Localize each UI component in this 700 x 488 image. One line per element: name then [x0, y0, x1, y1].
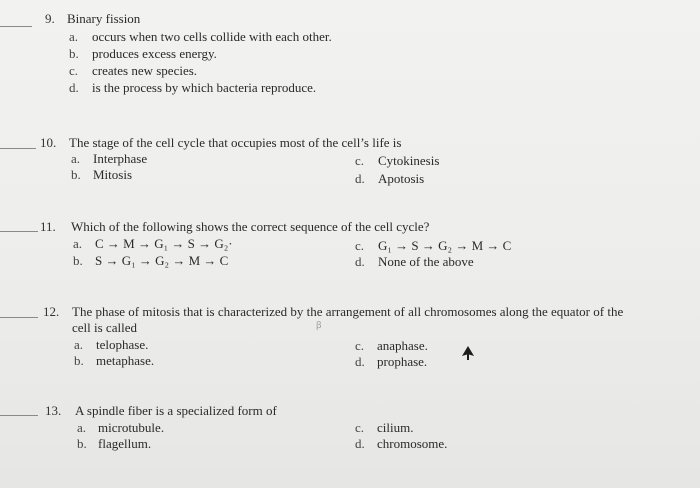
question-10-option-d-letter: d. — [355, 171, 365, 186]
question-10-number: 10. — [40, 135, 57, 150]
question-10-option-c-letter: c. — [355, 153, 365, 168]
question-9-option-d-letter: d. — [69, 80, 79, 95]
question-10-option-c-text: Cytokinesis — [378, 153, 440, 168]
question-9-option-a-letter: a. — [69, 29, 79, 44]
question-12-option-a-text: telophase. — [96, 337, 149, 352]
question-9-number: 9. — [45, 11, 55, 26]
question-12-option-b-letter: b. — [74, 353, 84, 368]
question-12-option-d-letter: d. — [355, 354, 365, 369]
question-13-option-b-text: flagellum. — [98, 436, 152, 451]
question-11-option-c-text: G₁ → S → G₂ → M → C — [378, 238, 512, 253]
question-11-option-c-letter: c. — [355, 238, 365, 253]
question-9-option-b-letter: b. — [69, 46, 79, 61]
question-10-option-b-text: Mitosis — [93, 167, 133, 182]
question-13-option-a-text: microtubule. — [98, 420, 165, 435]
question-9-option-d-text: is the process by which bacteria reproduce. — [92, 80, 317, 95]
question-11-stem: Which of the following shows the correct sequence of the cell cycle? — [71, 219, 430, 234]
question-11-option-d-text: None of the above — [378, 254, 474, 269]
mouse-pointer-icon — [462, 346, 474, 360]
question-9-option-c-text: creates new species. — [92, 63, 198, 78]
answer-blank-13[interactable] — [0, 415, 38, 416]
question-9-option-b-text: produces excess energy. — [92, 46, 217, 61]
question-12-stem: The phase of mitosis that is characterized by the arrangement of all chromosomes along the equator of the — [72, 304, 624, 319]
question-13-option-c-text: cilium. — [377, 420, 414, 435]
question-13-option-c-letter: c. — [355, 420, 365, 435]
question-12-option-d-text: prophase. — [377, 354, 428, 369]
question-12-option-b-text: metaphase. — [96, 353, 155, 368]
question-13-option-b-letter: b. — [77, 436, 87, 451]
question-10-option-a-letter: a. — [71, 151, 81, 166]
question-11-number: 11. — [40, 219, 56, 234]
smudge-mark-icon: ꞵ — [316, 320, 322, 330]
question-13-number: 13. — [45, 403, 62, 418]
question-11-option-d-letter: d. — [355, 254, 365, 269]
question-12-option-c-letter: c. — [355, 338, 365, 353]
answer-blank-11[interactable] — [0, 231, 38, 232]
question-10-stem: The stage of the cell cycle that occupies most of the cell’s life is — [69, 135, 402, 150]
answer-blank-12[interactable] — [0, 317, 38, 318]
question-11-option-a-letter: a. — [73, 236, 83, 251]
question-9-option-c-letter: c. — [69, 63, 79, 78]
question-13-option-d-letter: d. — [355, 436, 365, 451]
question-10-option-a-text: Interphase — [93, 151, 148, 166]
question-11-option-b-letter: b. — [73, 253, 83, 268]
question-12-option-a-letter: a. — [74, 337, 84, 352]
question-11-option-b-text: S → G₁ → G₂ → M → C — [95, 253, 229, 268]
answer-blank-10[interactable] — [0, 148, 36, 149]
question-12-stem-continued: cell is called — [72, 320, 137, 335]
question-13-option-a-letter: a. — [77, 420, 87, 435]
question-13-stem: A spindle fiber is a specialized form of — [75, 403, 277, 418]
question-12-number: 12. — [43, 304, 60, 319]
question-10-option-d-text: Apotosis — [378, 171, 425, 186]
question-9-stem: Binary fission — [67, 11, 141, 26]
question-13-option-d-text: chromosome. — [377, 436, 448, 451]
answer-blank-9[interactable] — [0, 26, 32, 27]
question-11-option-a-text: C → M → G₁ → S → G₂· — [95, 236, 233, 251]
question-9-option-a-text: occurs when two cells collide with each other. — [92, 29, 332, 44]
question-10-option-b-letter: b. — [71, 167, 81, 182]
question-12-option-c-text: anaphase. — [377, 338, 428, 353]
